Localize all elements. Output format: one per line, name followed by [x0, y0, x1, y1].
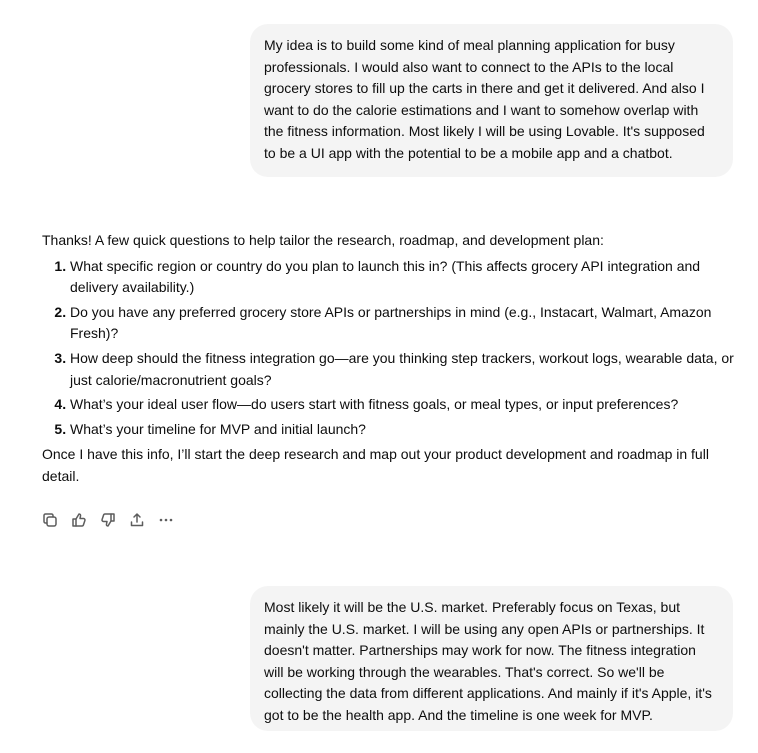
thumbs-down-button[interactable] — [98, 510, 118, 530]
thumbs-up-icon — [71, 512, 87, 528]
thumbs-down-icon — [100, 512, 116, 528]
thumbs-up-button[interactable] — [69, 510, 89, 530]
share-button[interactable] — [127, 510, 147, 530]
assistant-message — [42, 230, 742, 488]
more-button[interactable] — [156, 510, 176, 530]
user-message-text: Most likely it will be the U.S. market. Preferably focus on Texas, but mainly the U.S. market. I will be using any open APIs or partnerships. It doesn't matter. Partnerships may work for now. The fitness integration will be working through the wearables. That's correct. So we'll be collecting the data from different applications. And mainly if it's Apple, it's got to be the health app. And the timeline is one week for MVP. — [264, 599, 712, 723]
question-item: 2. Do you have any preferred grocery store APIs or partnerships in mind (e.g., Instacart, Walmart, Amazon Fresh)? — [70, 302, 742, 345]
question-item: 5. What’s your timeline for MVP and initial launch? — [70, 419, 742, 441]
share-icon — [129, 512, 145, 528]
more-icon — [158, 512, 174, 528]
question-item: 3. How deep should the fitness integration go—are you thinking step trackers, workout logs, wearable data, or just calorie/macronutrient goals? — [70, 348, 742, 391]
user-message-text: My idea is to build some kind of meal planning application for busy professionals. I would also want to connect to the APIs to the local grocery stores to fill up the carts in there and get it delivered. And also I want to do the calorie estimations and I want to somehow overlap with the fitness information. Most likely I will be using Lovable. It's supposed to be a UI app with the potential to be a mobile app and a chatbot. — [264, 37, 705, 161]
message-actions — [40, 510, 176, 530]
question-item: 1. What specific region or country do you plan to launch this in? (This affects grocery API integration and delivery availability.) — [70, 256, 742, 299]
assistant-outro: Once I have this info, I’ll start the deep research and map out your product development and roadmap in full detail. — [42, 446, 709, 484]
question-list — [42, 256, 742, 441]
copy-icon — [42, 512, 58, 528]
copy-button[interactable] — [40, 510, 60, 530]
user-message — [250, 24, 733, 177]
assistant-intro: Thanks! A few quick questions to help tailor the research, roadmap, and development plan: — [42, 232, 604, 248]
question-item: 4. What’s your ideal user flow—do users start with fitness goals, or meal types, or input preferences? — [70, 394, 742, 416]
user-message — [250, 586, 733, 731]
